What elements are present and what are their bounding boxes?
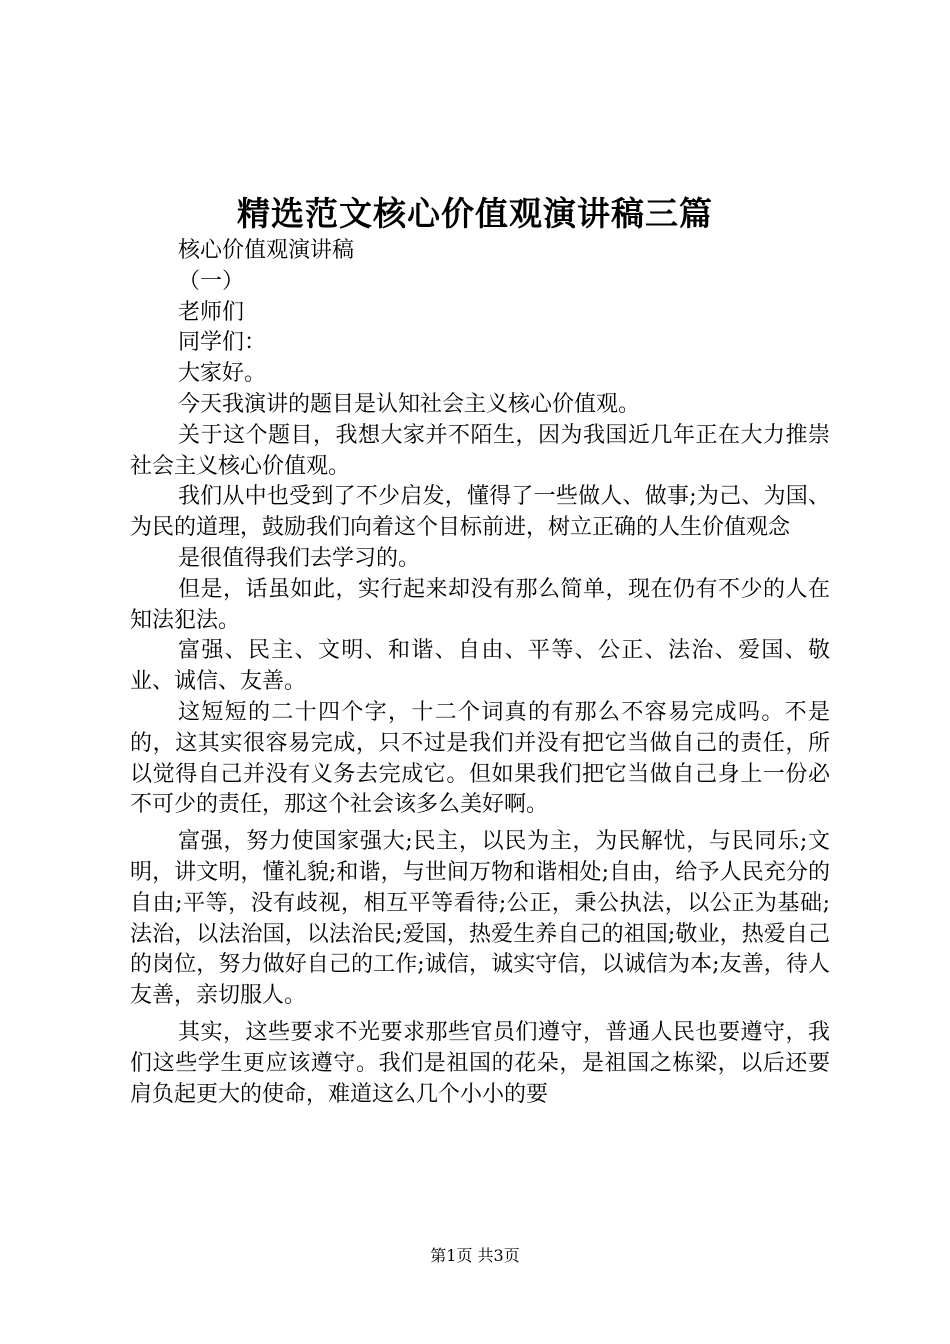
paragraph-section-number: （一） xyxy=(178,268,245,294)
paragraph-topic: 今天我演讲的题目是认知社会主义核心价值观。 xyxy=(178,391,641,417)
paragraph-body: 是很值得我们去学习的。 xyxy=(178,545,421,571)
paragraph-body: 但是，话虽如此，实行起来却没有那么简单，现在仍有不少的人在知法犯法。 xyxy=(130,576,830,633)
paragraph-greeting: 大家好。 xyxy=(178,361,267,387)
paragraph-subtitle: 核心价值观演讲稿 xyxy=(178,238,355,263)
document-body xyxy=(130,236,830,1110)
paragraph-salutation-teachers: 老师们 xyxy=(178,299,245,325)
paragraph-body: 关于这个题目，我想大家并不陌生，因为我国近几年正在大力推崇社会主义核心价值观。 xyxy=(130,422,830,479)
paragraph-body: 这短短的二十四个字，十二个词真的有那么不容易完成吗。不是的，这其实很容易完成，只不过是我们并没有把它当做自己的责任，所以觉得自己并没有义务去完成它。但如果我们把它当做自己身上一份必不可少的责任，那这个社会该多么美好啊。 xyxy=(130,699,830,818)
paragraph-salutation-students: 同学们： xyxy=(178,330,267,356)
paragraph-body: 富强，努力使国家强大;民主，以民为主，为民解忧，与民同乐;文明，讲文明，懂礼貌;和谐，与世间万物和谐相处;自由，给予人民充分的自由;平等，没有歧视，相互平等看待;公正，秉公执法，以公正为基础;法治，以法治国，以法治民;爱国，热爱生养自己的祖国;敬业，热爱自己的岗位，努力做好自己的工作;诚信，诚实守信，以诚信为本;友善，待人友善，亲切服人。 xyxy=(130,829,830,1009)
document-title: 精选范文核心价值观演讲稿三篇 xyxy=(237,194,713,233)
paragraph-body: 其实，这些要求不光要求那些官员们遵守，普通人民也要遵守，我们这些学生更应该遵守。我们是祖国的花朵，是祖国之栋梁，以后还要肩负起更大的使命，难道这么几个小小的要 xyxy=(130,1019,830,1107)
paragraph-body: 我们从中也受到了不少启发，懂得了一些做人、做事;为己、为国、为民的道理，鼓励我们向着这个目标前进，树立正确的人生价值观念 xyxy=(130,484,830,541)
page-number: 第1页 共3页 xyxy=(430,1246,520,1265)
paragraph-body: 富强、民主、文明、和谐、自由、平等、公正、法治、爱国、敬业、诚信、友善。 xyxy=(130,638,830,695)
